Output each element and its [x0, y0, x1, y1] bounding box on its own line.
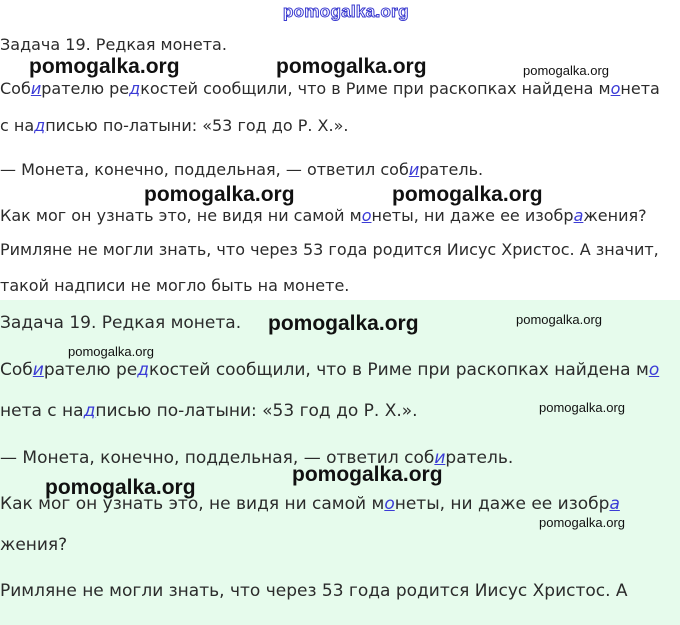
watermark: pomogalka.org [539, 515, 625, 530]
top-watermark: pomogalka.org [283, 2, 409, 21]
block2-line-5: жения? [0, 535, 68, 555]
watermark: pomogalka.org [392, 183, 543, 206]
block2-line-4: Как мог он узнать это, не видя ни самой монеты, ни даже ее изобра [0, 494, 620, 514]
block2-line-1: Собирателю редкостей сообщили, что в Риме при раскопках найдена мо [0, 360, 660, 380]
block1-line-3: — Монета, конечно, поддельная, — ответил собиратель. [0, 160, 484, 179]
watermark: pomogalka.org [292, 463, 443, 486]
block2-line-6: Римляне не могли знать, что через 53 года родится Иисус Христос. А [0, 581, 628, 601]
watermark: pomogalka.org [144, 183, 295, 206]
watermark: pomogalka.org [276, 55, 427, 78]
watermark: pomogalka.org [523, 63, 609, 78]
block1-line-5: Римляне не могли знать, что через 53 года родится Иисус Христос. А значит, [0, 240, 659, 259]
watermark: pomogalka.org [516, 312, 602, 327]
watermark: pomogalka.org [539, 400, 625, 415]
block2-line-3: — Монета, конечно, поддельная, — ответил собиратель. [0, 448, 514, 468]
watermark: pomogalka.org [29, 55, 180, 78]
block2-line-2: нета с надписью по-латыни: «53 год до Р. Х.». [0, 401, 418, 421]
block1-title: Задача 19. Редкая монета. [0, 35, 227, 54]
block1-line-2: с надписью по-латыни: «53 год до Р. Х.». [0, 116, 349, 135]
watermark: pomogalka.org [268, 312, 419, 335]
watermark: pomogalka.org [45, 476, 196, 499]
block1-line-1: Собирателю редкостей сообщили, что в Риме при раскопках найдена монета [0, 79, 660, 98]
block1-line-6: такой надписи не могло быть на монете. [0, 276, 350, 295]
block2-title: Задача 19. Редкая монета. [0, 313, 242, 333]
watermark: pomogalka.org [68, 344, 154, 359]
block1-line-4: Как мог он узнать это, не видя ни самой монеты, ни даже ее изображения? [0, 206, 647, 225]
